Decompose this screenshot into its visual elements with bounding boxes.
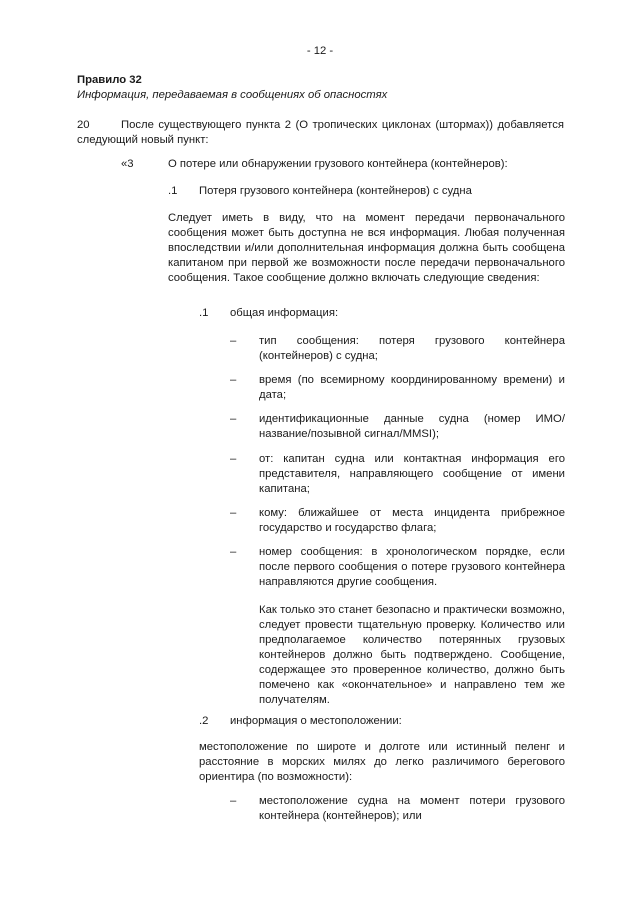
list-item: кому: ближайшее от места инцидента прибрежное государство и государство флага; [259,507,565,534]
general-info-heading: общая информация: [230,307,339,319]
list-item: местоположение судна на момент потери грузового контейнера (контейнеров); или [259,795,565,822]
location-paragraph: местоположение по широте и долготе или истинный пеленг и расстояние в морских милях до легко различимого берегового ориентира (по возможности): [199,741,565,783]
dash-marker: – [230,374,237,386]
page-number: - 12 - [306,45,334,57]
location-info-number: .2 [199,715,209,727]
paragraph-number: «3 [121,158,134,170]
dash-marker: – [230,453,237,465]
paragraph-heading: О потере или обнаружении грузового контейнера (контейнеров): [168,158,508,170]
subparagraph-number: .1 [168,185,178,197]
amendment-text: После существующего пункта 2 (О тропических циклонах (штормах)) добавляется следующий новый пункт: [77,119,564,146]
subparagraph-heading: Потеря грузового контейнера (контейнеров) с судна [199,185,472,197]
verification-note: Как только это станет безопасно и практически возможно, следует провести тщательную проверку. Количество или предполагаемое количество потерянных грузовых контейнеров должно быть подтверждено. Сообщение, содержащее это проверенное количество, должно быть помечено как «окончательное» и направлено тем же получателям. [259,604,565,706]
list-item: время (по всемирному координированному времени) и дата; [259,374,565,401]
dash-marker: – [230,507,237,519]
dash-marker: – [230,546,237,558]
rule-title: Правило 32 [77,74,142,86]
amendment-number: 20 [77,119,90,131]
dash-marker: – [230,795,237,807]
dash-marker: – [230,413,237,425]
general-info-number: .1 [199,307,209,319]
list-item: тип сообщения: потеря грузового контейнера (контейнеров) с судна; [259,335,565,362]
location-info-heading: информация о местоположении: [230,715,402,727]
list-item: идентификационные данные судна (номер ИМО/название/позывной сигнал/MMSI); [259,413,565,440]
intro-paragraph: Следует иметь в виду, что на момент передачи первоначального сообщения может быть доступна не вся информация. Любая полученная впоследствии и/или дополнительная информация должна быть сообщена капитаном при первой же возможности после передачи первоначального сообщения. Такое сообщение должно включать следующие сведения: [168,212,565,284]
dash-marker: – [230,335,237,347]
list-item: от: капитан судна или контактная информация его представителя, направляющего сообщение от имени капитана; [259,453,565,495]
rule-subtitle: Информация, передаваемая в сообщениях об опасностях [77,89,388,101]
list-item: номер сообщения: в хронологическом порядке, если после первого сообщения о потере грузового контейнера направляются другие сообщения. [259,546,565,588]
